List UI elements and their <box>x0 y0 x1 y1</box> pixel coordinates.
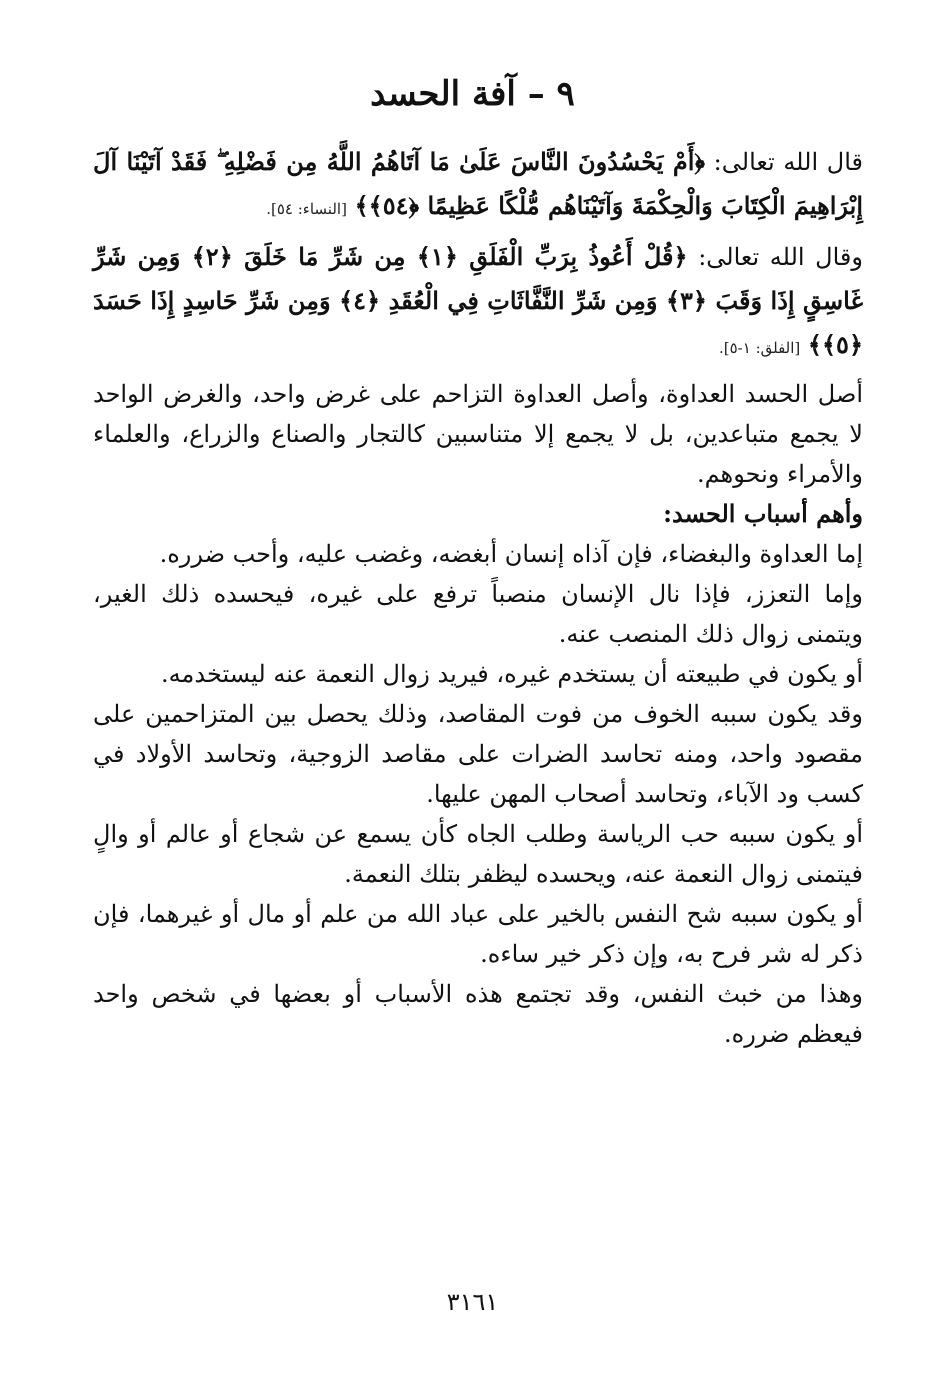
chapter-title: ٩ – آفة الحسد <box>370 74 575 114</box>
paragraph: وقد يكون سببه الخوف من فوت المقاصد، وذلك يحصل بين المتزاحمين على مقصود واحد، ومنه تحاسد الضرات على مقاصد الزوجية، وتحاسد الأولاد في كسب ود الآباء، وتحاسد أصحاب المهن عليها. <box>93 700 863 808</box>
page-content <box>93 140 863 1054</box>
verse-intro: قال الله تعالى: <box>705 148 863 176</box>
verse-block-1 <box>93 140 863 231</box>
section-heading: وأهم أسباب الحسد: <box>663 499 863 528</box>
verse-intro: وقال الله تعالى: <box>687 243 863 271</box>
paragraph: وهذا من خبث النفس، وقد تجتمع هذه الأسباب أو بعضها في شخص واحد فيعظم ضرره. <box>93 980 863 1048</box>
verse-reference: [النساء: ٥٤]. <box>266 200 347 218</box>
paragraph: وإما التعزز، فإذا نال الإنسان منصباً ترفع على غيره، فيحسده ذلك الغير، ويتمنى زوال ذلك المنصب عنه. <box>93 580 863 648</box>
paragraph: أو يكون في طبيعته أن يستخدم غيره، فيريد زوال النعمة عنه ليستخدمه. <box>161 660 863 688</box>
verse-block-2 <box>93 235 863 370</box>
paragraph: إما العداوة والبغضاء، فإن آذاه إنسان أبغضه، وغضب عليه، وأحب ضرره. <box>159 540 863 568</box>
page-number: ٣١٦١ <box>446 1288 499 1316</box>
verse-reference: [الفلق: ١-٥]. <box>718 339 801 357</box>
paragraph: أو يكون سببه شح النفس بالخير على عباد الله من علم أو مال أو غيرهما، فإن ذكر له شر فرح به، وإن ذكر خير ساءه. <box>93 900 863 968</box>
quran-text: ﴿قُلْ أَعُوذُ بِرَبِّ الْفَلَقِ ﴿١﴾ مِن شَرِّ مَا خَلَقَ ﴿٢﴾ وَمِن شَرِّ غَاسِقٍ إِذَا وَقَبَ ﴿٣﴾ وَمِن شَرِّ النَّفَّاثَاتِ فِي الْعُقَدِ ﴿٤﴾ وَمِن شَرِّ حَاسِدٍ إِذَا حَسَدَ ﴿٥﴾﴾ <box>93 242 863 359</box>
paragraph: أو يكون سببه حب الرياسة وطلب الجاه كأن يسمع عن شجاع أو عالم أو والٍ فيتمنى زوال النعمة عنه، ويحسده ليظفر بتلك النعمة. <box>93 820 863 888</box>
quran-text: ﴿أَمْ يَحْسُدُونَ النَّاسَ عَلَىٰ مَا آتَاهُمُ اللَّهُ مِن فَضْلِهِ ۖ فَقَدْ آتَيْنَا آلَ إِبْرَاهِيمَ الْكِتَابَ وَالْحِكْمَةَ وَآتَيْنَاهُم مُّلْكًا عَظِيمًا ﴿٥٤﴾﴾ <box>93 147 863 220</box>
paragraph: أصل الحسد العداوة، وأصل العداوة التزاحم على غرض واحد، والغرض الواحد لا يجمع متباعدين، بل لا يجمع إلا متناسبين كالتجار والصناع والزراع، والعلماء والأمراء ونحوهم. <box>93 380 863 488</box>
